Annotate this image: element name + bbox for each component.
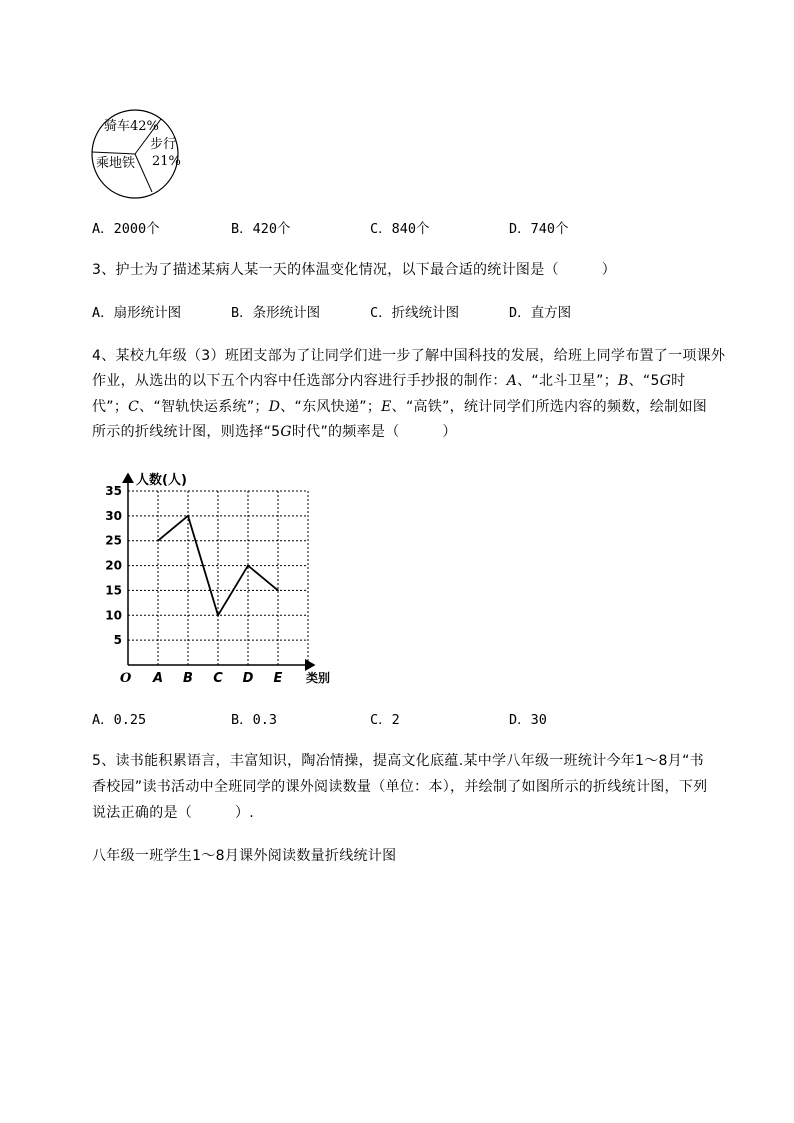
x-tick-label: C (213, 671, 223, 686)
pie-divider-3 (135, 154, 152, 192)
q3-option-c: C．折线统计图 (370, 305, 460, 321)
q4-text: 时 (671, 373, 686, 389)
q2-option-d: D．740个 (509, 221, 569, 237)
q4-text: 、“高铁”，统计同学们所选内容的频数，绘制如图 (391, 399, 708, 415)
y-tick-label: 10 (105, 608, 122, 623)
q4-line-chart (100, 462, 350, 692)
q4-text: 时代”的频率是（ ） (291, 424, 457, 440)
q3-option-b: B．条形统计图 (231, 305, 321, 321)
q4-line-1: 4、某校九年级（3）班团支部为了让同学们进一步了解中国科技的发展，给班上同学布置了一项课外 (92, 348, 726, 364)
q4-option-a: A．0.25 (92, 712, 147, 728)
x-tick-label: B (183, 671, 193, 686)
data-point (217, 614, 219, 616)
q4-option-b: B．0.3 (231, 712, 278, 728)
chart-y-label: 人数(人) (136, 473, 187, 488)
chart-x-label: 类别 (306, 671, 331, 685)
q4-text: 代”； (92, 399, 129, 415)
q4-g-letter: G (659, 373, 672, 389)
q5-line-3: 说法正确的是（ ）. (92, 805, 255, 821)
data-point (247, 565, 249, 567)
q5-line-1: 5、读书能积累语言，丰富知识，陶冶情操，提高文化底蕴.某中学八年级一班统计今年1～8月“书 (92, 753, 704, 769)
data-point (157, 540, 159, 542)
q4-choice-letter-b: B (618, 373, 629, 389)
pie-divider-1 (92, 152, 135, 154)
pie-label-bike: 骑车42% (104, 119, 159, 134)
y-tick-label: 25 (105, 533, 122, 548)
q4-choice-letter-e: E (381, 399, 392, 415)
q4-choice-letter-c: C (128, 399, 140, 415)
q4-choice-letter-d: D (268, 399, 281, 415)
q4-line-3 (92, 397, 707, 417)
q2-option-a: A．2000个 (92, 221, 160, 237)
y-tick-label: 15 (105, 583, 122, 598)
pie-chart (90, 108, 190, 200)
q4-line-2 (92, 371, 685, 391)
q4-option-d: D．30 (509, 712, 547, 728)
q4-text: 、“智轨快运系统”； (139, 399, 269, 415)
q4-option-c: C．2 (370, 712, 400, 728)
pie-label-walk: 步行 (150, 137, 177, 152)
chart-grid (128, 491, 308, 665)
q4-choice-letter-a: A (506, 373, 518, 389)
q4-text: 、“北斗卫星”； (517, 373, 619, 389)
data-point (277, 590, 279, 592)
chart-origin-label: O (120, 671, 132, 686)
q5-line-2: 香校园”读书活动中全班同学的课外阅读数量（单位：本），并绘制了如图所示的折线统计图，下列 (92, 779, 708, 795)
x-tick-label: E (273, 671, 283, 686)
q5-chart-title: 八年级一班学生1～8月课外阅读数量折线统计图 (92, 848, 397, 864)
x-tick-label: A (152, 671, 164, 686)
q4-text: 、“5 (628, 373, 660, 389)
data-point (187, 515, 189, 517)
q2-option-b: B．420个 (231, 221, 291, 237)
y-tick-label: 5 (113, 633, 122, 648)
q3-option-d: D．直方图 (509, 305, 572, 321)
y-tick-label: 35 (105, 484, 122, 498)
pie-label-subway: 乘地铁 (96, 156, 136, 171)
q4-text: 所示的折线统计图，则选择“5 (92, 424, 281, 440)
q4-text: 作业，从选出的以下五个内容中任选部分内容进行手抄报的制作： (92, 373, 507, 389)
q4-g-letter: G (280, 424, 292, 440)
pie-label-walk-pct: 21% (152, 154, 181, 169)
x-tick-label: D (242, 671, 254, 686)
q2-option-c: C．840个 (370, 221, 430, 237)
q4-line-4 (92, 422, 457, 442)
q3-option-a: A．扇形统计图 (92, 305, 182, 321)
q4-text: 、“东风快递”； (280, 399, 382, 415)
y-tick-label: 30 (105, 508, 122, 523)
y-tick-label: 20 (105, 558, 122, 573)
q3-question: 3、护士为了描述某病人某一天的体温变化情况，以下最合适的统计图是（ ） (92, 262, 617, 278)
